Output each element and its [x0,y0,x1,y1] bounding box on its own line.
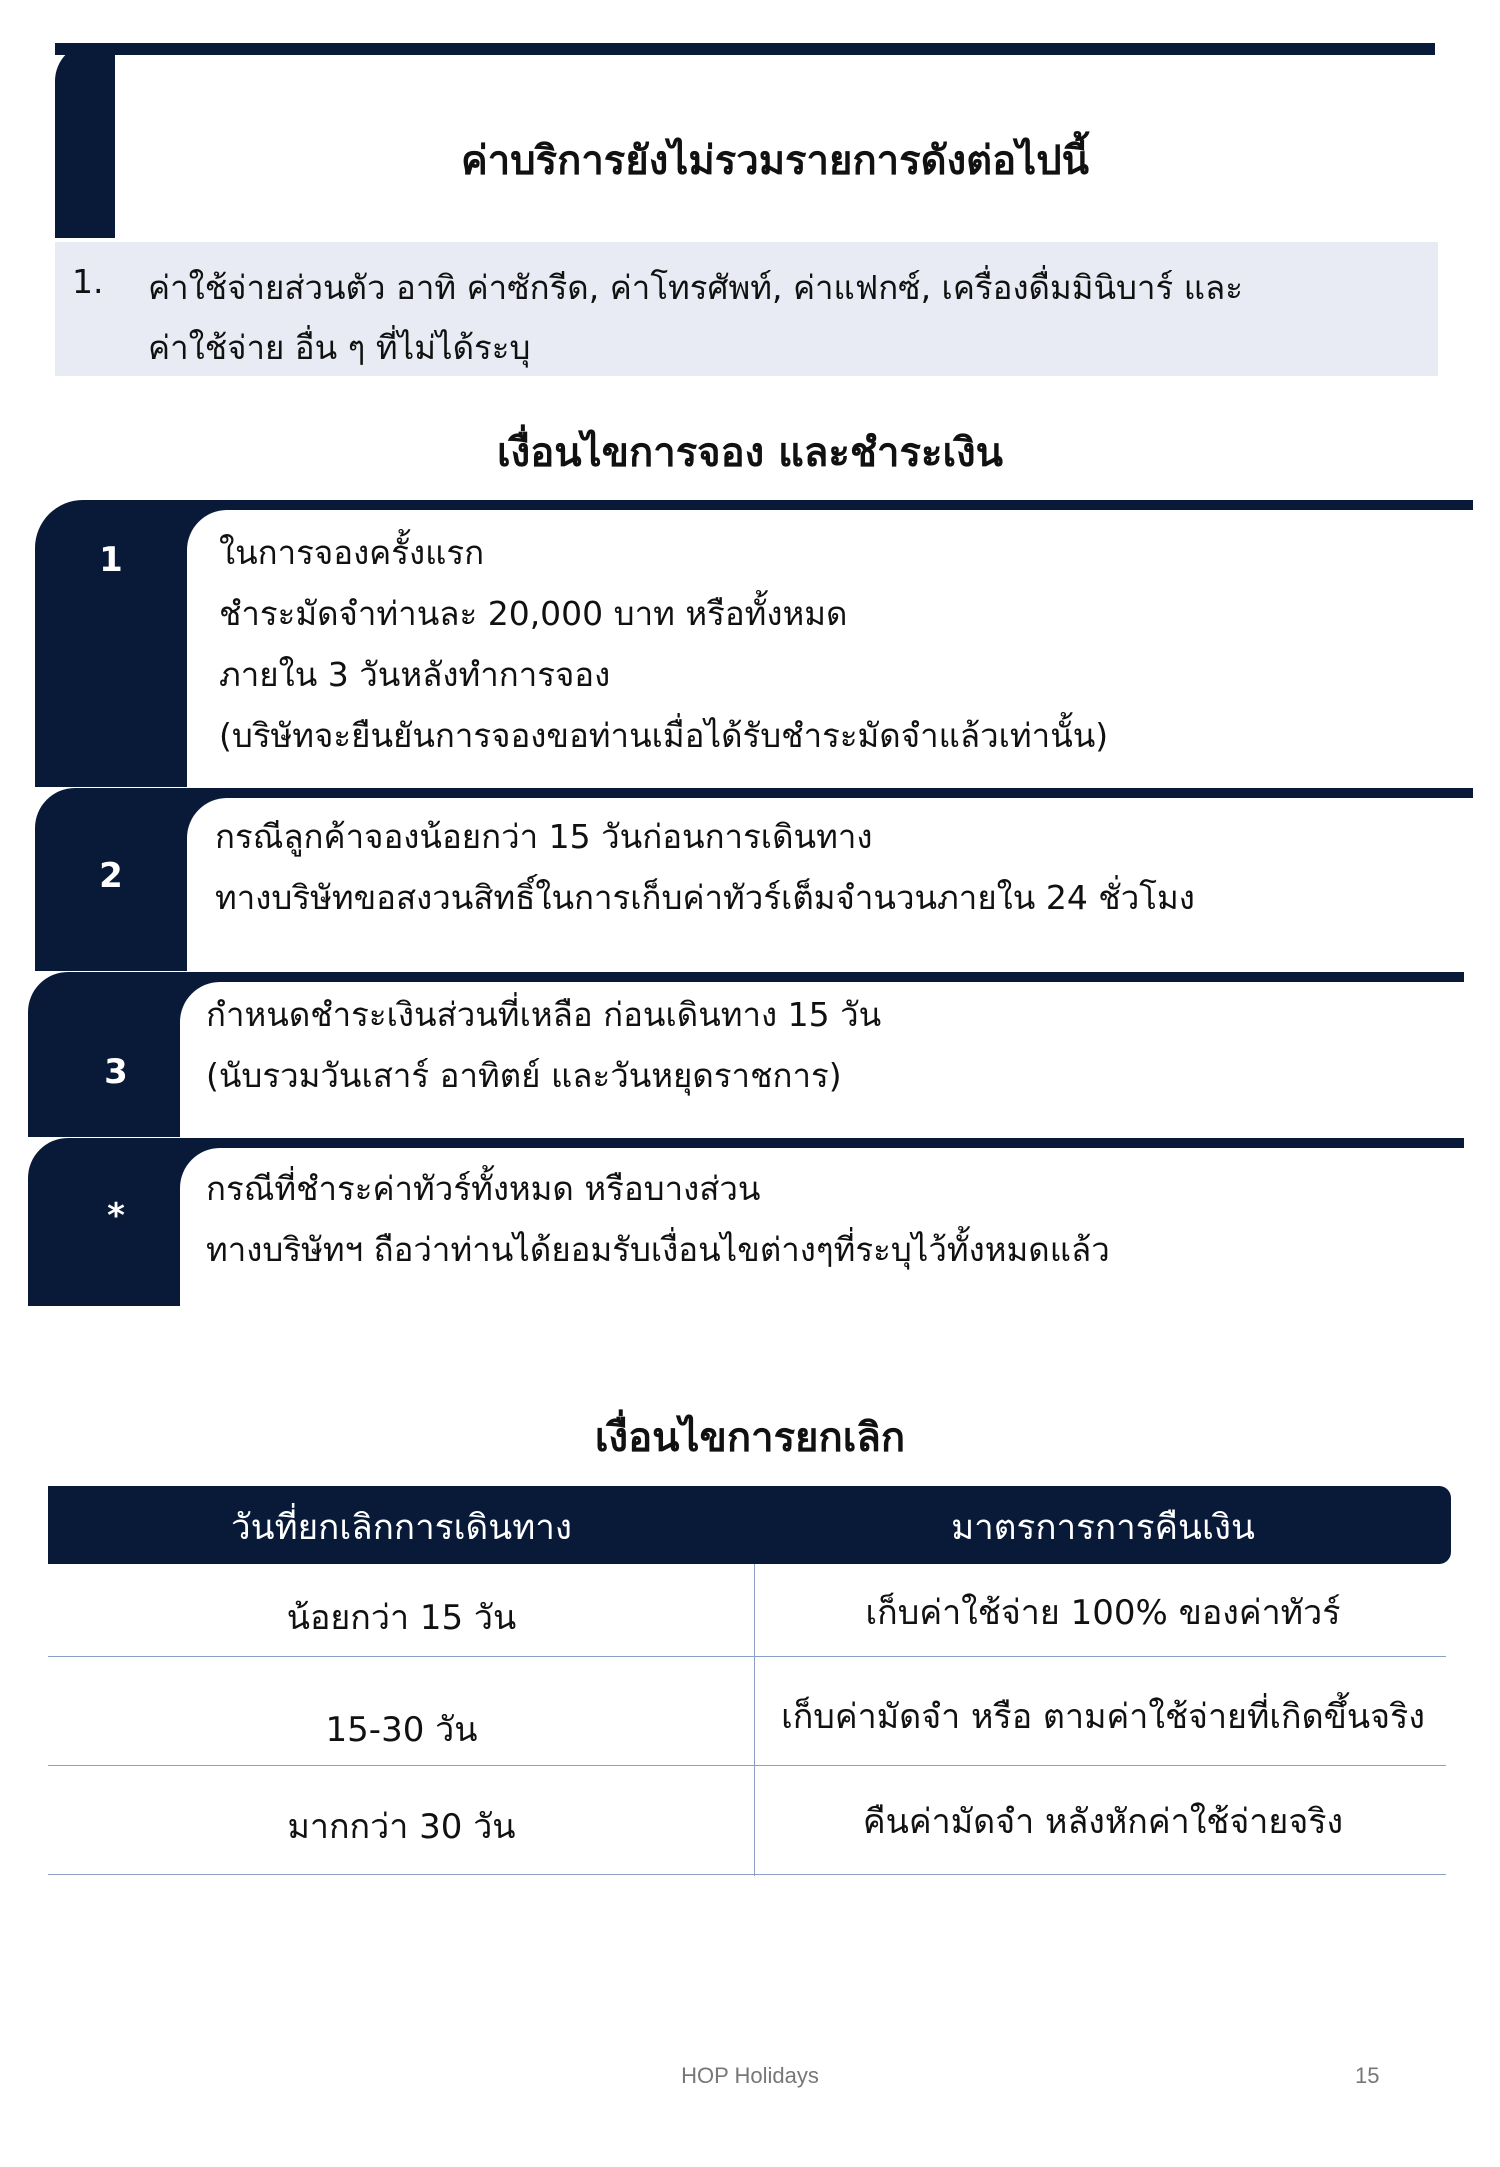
row-divider [48,1874,1446,1875]
excluded-item-line: ค่าใช้จ่ายส่วนตัว อาทิ ค่าซักรีด, ค่าโทรศัพท์, ค่าแฟกซ์, เครื่องดื่มมินิบาร์ และ [148,268,1243,307]
header-refund: มาตรการการคืนเงิน [951,1508,1255,1548]
excluded-left-bar [55,43,115,238]
excluded-item-line: ค่าใช้จ่าย อื่น ๆ ที่ไม่ได้ระบุ [148,328,531,367]
condition-text [215,806,1195,928]
booking-condition-card [35,788,1473,971]
row-days: 15-30 วัน [325,1710,478,1750]
row-refund: เก็บค่าใช้จ่าย 100% ของค่าทัวร์ [865,1593,1341,1633]
condition-line: กำหนดชำระเงินส่วนที่เหลือ ก่อนเดินทาง 15 วัน [206,995,882,1034]
header-cancel-day: วันที่ยกเลิกการเดินทาง [230,1508,573,1548]
condition-line: ภายใน 3 วันหลังทำการจอง [219,655,611,694]
condition-line: กรณีที่ชำระค่าทัวร์ทั้งหมด หรือบางส่วน [206,1169,761,1208]
row-days: น้อยกว่า 15 วัน [286,1598,517,1638]
condition-marker: * [107,1196,125,1236]
condition-line: (บริษัทจะยืนยันการจองขอท่านเมื่อได้รับชำระมัดจำแล้วเท่านั้น) [219,716,1109,755]
condition-line: ทางบริษัทขอสงวนสิทธิ์ในการเก็บค่าทัวร์เต็มจำนวนภายใน 24 ชั่วโมง [215,878,1195,917]
excluded-title: ค่าบริการยังไม่รวมรายการดังต่อไปนี้ [461,138,1089,184]
excluded-item-text [148,258,1408,378]
row-divider [48,1765,1446,1766]
booking-condition-card [35,500,1473,787]
condition-line: ทางบริษัทฯ ถือว่าท่านได้ยอมรับเงื่อนไขต่างๆที่ระบุไว้ทั้งหมดแล้ว [206,1230,1110,1269]
excluded-item-number: 1. [72,262,104,301]
row-divider [48,1656,1446,1657]
table-header [48,1486,1451,1564]
condition-marker: 2 [99,856,123,896]
row-refund: เก็บค่ามัดจำ หรือ ตามค่าใช้จ่ายที่เกิดขึ้นจริง [781,1697,1425,1737]
condition-marker: 3 [104,1052,128,1092]
row-days: มากกว่า 30 วัน [287,1807,516,1847]
condition-text [219,522,1108,766]
row-refund: คืนค่ามัดจำ หลังหักค่าใช้จ่ายจริง [862,1802,1344,1842]
footer-company: HOP Holidays [681,2063,819,2088]
booking-heading: เงื่อนไขการจอง และชำระเงิน [496,430,1003,476]
page-number: 15 [1355,2063,1380,2088]
cancellation-heading: เงื่อนไขการยกเลิก [594,1415,906,1461]
condition-line: ชำระมัดจำท่านละ 20,000 บาท หรือทั้งหมด [219,594,848,633]
condition-text [206,984,881,1106]
condition-text [206,1158,1110,1280]
condition-line: กรณีลูกค้าจองน้อยกว่า 15 วันก่อนการเดินทาง [215,817,873,856]
condition-line: ในการจองครั้งแรก [219,533,485,572]
cancellation-table [48,1486,1451,1876]
condition-marker: 1 [99,540,123,580]
condition-line: (นับรวมวันเสาร์ อาทิตย์ และวันหยุดราชการ) [206,1056,842,1095]
booking-condition-card [28,1138,1464,1306]
booking-condition-card [28,972,1464,1137]
excluded-top-bar [55,43,1435,55]
